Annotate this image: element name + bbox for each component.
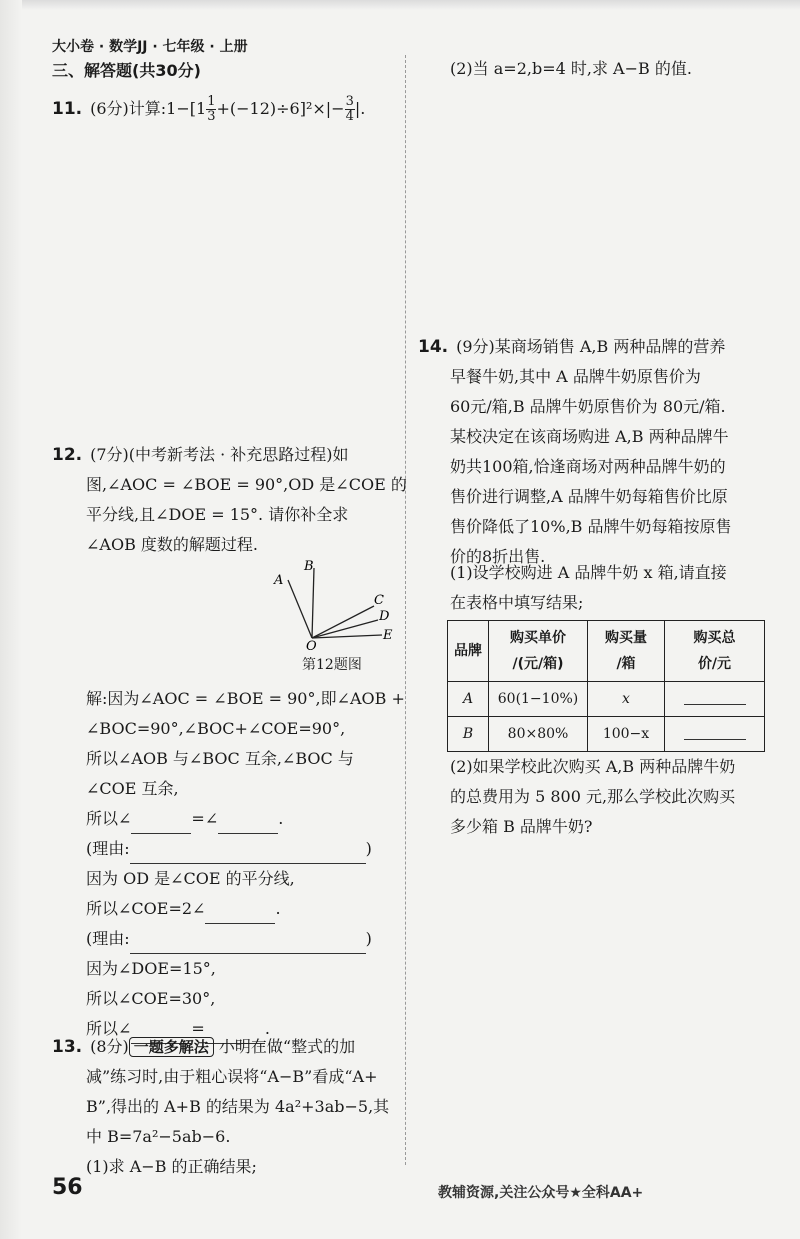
solution-line: 解:因为∠AOC = ∠BOE = 90°,即∠AOB + <box>86 689 405 708</box>
page-edge-left <box>0 0 22 1239</box>
fill-text: 所以∠ <box>86 809 132 828</box>
angle-figure <box>270 560 400 650</box>
q13-text: 小明在做“整式的加 <box>218 1037 356 1056</box>
solution-line: 所以∠AOB 与∠BOC 互余,∠BOC 与 <box>86 749 354 768</box>
question-number: 13. <box>52 1037 83 1057</box>
fraction-numerator: 1 <box>207 94 216 109</box>
fill-text: . <box>278 809 284 828</box>
fill-text: 所以∠COE=2∠ <box>86 899 206 918</box>
q14-part-1: (1)设学校购进 A 品牌牛奶 x 箱,请直接 <box>450 563 727 582</box>
header-cell <box>588 621 665 682</box>
header-cell <box>448 621 489 682</box>
table-cell: 60(1−10%) <box>489 682 588 717</box>
page-number: 56 <box>52 1175 83 1200</box>
solution-line: 因为 OD 是∠COE 的平分线, <box>86 869 295 888</box>
fill-text: . <box>264 1019 270 1038</box>
fraction-denominator: 4 <box>345 109 354 124</box>
q12-text: 平分线,且∠DOE = 15°. 请你补全求 <box>86 505 349 524</box>
question-number: 14. <box>418 337 449 357</box>
ray-ob <box>312 568 314 638</box>
q12-text: 图,∠AOC = ∠BOE = 90°,OD 是∠COE 的 <box>86 475 407 494</box>
column-divider <box>405 55 406 1165</box>
table-row <box>448 717 765 752</box>
table-header-row <box>448 621 765 682</box>
solution-line: 所以∠COE=30°, <box>86 989 216 1008</box>
page-edge <box>0 0 800 10</box>
answer-blank[interactable] <box>205 905 275 924</box>
q14-text: 售价进行调整,A 品牌牛奶每箱售价比原 <box>450 487 728 506</box>
fill-line-2 <box>86 894 281 924</box>
method-tag: 一题多解法 <box>129 1037 214 1057</box>
label-c: C <box>374 593 384 608</box>
q14-part-1: 在表格中填写结果; <box>450 593 584 612</box>
fill-text: =∠ <box>191 809 219 828</box>
q14-text: 60元/箱,B 品牌牛奶原售价为 80元/箱. <box>450 397 726 416</box>
table-cell: 80×80% <box>489 717 588 752</box>
header-text: 购买量 <box>605 630 647 646</box>
table-cell: B <box>448 717 489 752</box>
question-11 <box>52 94 365 124</box>
label-d: D <box>379 609 390 624</box>
reason-close: ) <box>365 839 372 858</box>
solution-line: ∠BOC=90°,∠BOC+∠COE=90°, <box>86 719 346 738</box>
question-13-line-1 <box>52 1032 355 1062</box>
q12-text: ∠AOB 度数的解题过程. <box>86 535 259 554</box>
q13-text: B”,得出的 A+B 的结果为 4a²+3ab−5,其 <box>86 1097 390 1116</box>
fill-text: . <box>275 899 281 918</box>
fraction-denominator: 3 <box>207 109 216 124</box>
header-text: 购买总 <box>693 630 736 646</box>
q12-text: (7分)(中考新考法 · 补充思路过程)如 <box>90 445 349 464</box>
reason-line-2 <box>86 924 372 954</box>
fraction-numerator: 3 <box>345 94 354 109</box>
q11-text-mid: +(−12)÷6]²×|− <box>216 99 345 118</box>
q11-text-post: |. <box>354 99 366 118</box>
question-12-line-1 <box>52 440 349 470</box>
q14-text: 售价降低了10%,B 品牌牛奶每箱按原售 <box>450 517 732 536</box>
q14-text: (9分)某商场销售 A,B 两种品牌的营养 <box>456 337 726 356</box>
fraction-one-third <box>206 95 216 124</box>
reason-label: (理由: <box>86 839 130 858</box>
question-number: 12. <box>52 445 83 465</box>
answer-blank[interactable] <box>218 815 278 834</box>
q13-part-2: (2)当 a=2,b=4 时,求 A−B 的值. <box>450 59 692 78</box>
header-text: 购买单价 <box>510 630 566 646</box>
reason-line-1 <box>86 834 372 864</box>
reason-close: ) <box>365 929 372 948</box>
q11-text-pre: (6分)计算:1−[1 <box>90 99 207 118</box>
label-o: O <box>306 639 317 650</box>
reason-blank[interactable] <box>130 845 366 864</box>
q14-part-2: 的总费用为 5 800 元,那么学校此次购买 <box>450 787 736 806</box>
table-cell <box>665 717 765 752</box>
running-header: 大小卷 · 数学JJ · 七年级 · 上册 <box>52 39 248 55</box>
answer-blank[interactable] <box>131 815 191 834</box>
label-b: B <box>304 560 314 574</box>
fraction-three-quarters <box>345 95 355 124</box>
label-a: A <box>274 573 284 588</box>
q13-text: 减”练习时,由于粗心误将“A−B”看成“A+ <box>86 1067 378 1086</box>
q13-part-1: (1)求 A−B 的正确结果; <box>86 1157 257 1176</box>
header-cell <box>665 621 765 682</box>
question-number: 11. <box>52 99 83 119</box>
q14-text: 奶共100箱,恰逢商场对两种品牌牛奶的 <box>450 457 726 476</box>
reason-blank[interactable] <box>130 935 366 954</box>
figure-caption: 第12题图 <box>302 657 362 673</box>
footer-watermark: 教辅资源,关注公众号★全科AA+ <box>438 1185 644 1201</box>
price-table <box>447 620 765 752</box>
q14-text: 早餐牛奶,其中 A 品牌牛奶原售价为 <box>450 367 701 386</box>
section-title: 三、解答题(共30分) <box>52 61 201 80</box>
header-cell <box>489 621 588 682</box>
q14-text: 某校决定在该商场购进 A,B 两种品牌牛 <box>450 427 729 446</box>
table-cell: x <box>588 682 665 717</box>
header-text: /箱 <box>616 656 636 672</box>
reason-label: (理由: <box>86 929 130 948</box>
header-text: /(元/箱) <box>512 656 564 672</box>
ray-oa <box>288 580 312 638</box>
question-14-line-1 <box>418 332 725 362</box>
header-text: 价/元 <box>697 656 732 672</box>
header-text: 品牌 <box>454 643 482 659</box>
q13-text: 中 B=7a²−5ab−6. <box>86 1127 231 1146</box>
q14-part-2: (2)如果学校此次购买 A,B 两种品牌牛奶 <box>450 757 736 776</box>
fill-text: = <box>191 1019 205 1038</box>
solution-line: 因为∠DOE=15°, <box>86 959 216 978</box>
answer-blank[interactable] <box>684 690 746 705</box>
table-cell <box>665 682 765 717</box>
q13-score: (8分) <box>90 1037 129 1056</box>
ray-oc <box>312 606 374 638</box>
table-cell: A <box>448 682 489 717</box>
table-cell: 100−x <box>588 717 665 752</box>
fill-text: 所以∠ <box>86 1019 132 1038</box>
q14-text: 价的8折出售. <box>450 547 546 566</box>
label-e: E <box>383 628 393 643</box>
q14-part-2: 多少箱 B 品牌牛奶? <box>450 817 593 836</box>
fill-line-1 <box>86 804 283 834</box>
solution-line: ∠COE 互余, <box>86 779 179 798</box>
table-row <box>448 682 765 717</box>
answer-blank[interactable] <box>684 725 746 740</box>
